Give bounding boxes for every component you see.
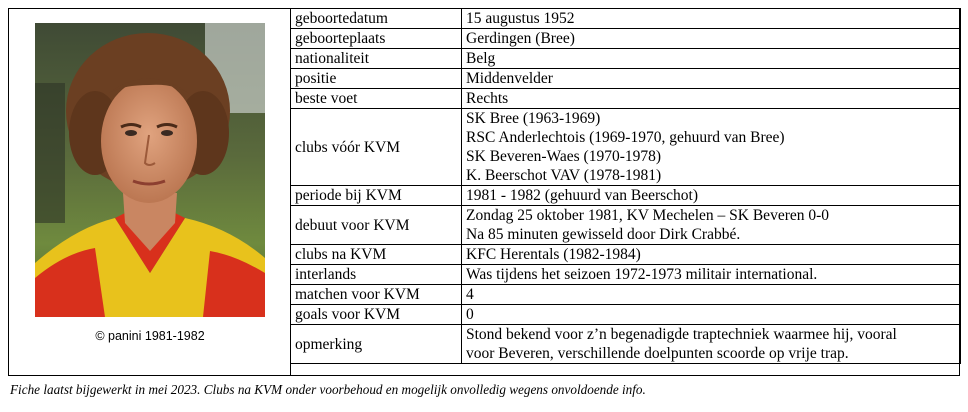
info-row (291, 206, 961, 245)
info-label: interlands (291, 265, 462, 285)
info-value: Was tijdens het seizoen 1972-1973 militair international. (462, 265, 961, 285)
info-label: geboorteplaats (291, 29, 462, 49)
info-value-line: Na 85 minuten gewisseld door Dirk Crabbé. (466, 226, 741, 243)
info-value: 4 (462, 285, 961, 305)
info-label: periode bij KVM (291, 186, 462, 206)
info-label: opmerking (291, 325, 462, 364)
info-value-line: Zondag 25 oktober 1981, KV Mechelen – SK Beveren 0-0 (466, 207, 830, 224)
info-row (291, 245, 961, 265)
info-value: 15 augustus 1952 (462, 9, 961, 29)
player-card (8, 8, 960, 376)
info-row (291, 9, 961, 29)
info-row (291, 305, 961, 325)
info-value: 0 (462, 305, 961, 325)
info-value (462, 109, 961, 186)
info-value-line: voor Beveren, verschillende doelpunten scoorde op vrije trap. (466, 345, 849, 362)
player-portrait-image (35, 23, 265, 317)
info-value (462, 206, 961, 245)
info-value-line: SK Beveren-Waes (1970-1978) (466, 148, 662, 165)
info-value (462, 325, 961, 364)
info-value-line: RSC Anderlechtois (1969-1970, gehuurd van Bree) (466, 129, 785, 146)
info-value: Rechts (462, 89, 961, 109)
info-value: KFC Herentals (1982-1984) (462, 245, 961, 265)
info-label: clubs vóór KVM (291, 109, 462, 186)
info-value: Middenvelder (462, 69, 961, 89)
info-label: geboortedatum (291, 9, 462, 29)
player-photo (35, 23, 265, 317)
info-row (291, 69, 961, 89)
info-row (291, 285, 961, 305)
info-label: matchen voor KVM (291, 285, 462, 305)
info-label: beste voet (291, 89, 462, 109)
info-label: nationaliteit (291, 49, 462, 69)
info-value: Belg (462, 49, 961, 69)
info-row (291, 186, 961, 206)
photo-caption: © panini 1981-1982 (95, 329, 205, 343)
info-row (291, 109, 961, 186)
info-label: debuut voor KVM (291, 206, 462, 245)
player-info-table (290, 8, 961, 364)
info-value: 1981 - 1982 (gehuurd van Beerschot) (462, 186, 961, 206)
info-row (291, 325, 961, 364)
info-row (291, 89, 961, 109)
info-value-line: K. Beerschot VAV (1978-1981) (466, 167, 662, 184)
info-label: goals voor KVM (291, 305, 462, 325)
info-row (291, 265, 961, 285)
info-value-line: Stond bekend voor z’n begenadigde traptechniek waarmee hij, vooral (466, 326, 897, 343)
photo-cell (9, 9, 291, 375)
info-label: clubs na KVM (291, 245, 462, 265)
info-row (291, 29, 961, 49)
info-row (291, 49, 961, 69)
info-label: positie (291, 69, 462, 89)
info-value-line: SK Bree (1963-1969) (466, 110, 601, 127)
info-value: Gerdingen (Bree) (462, 29, 961, 49)
footer-note: Fiche laatst bijgewerkt in mei 2023. Clubs na KVM onder voorbehoud en mogelijk onvolledig wegens onvoldoende info. (10, 382, 646, 397)
